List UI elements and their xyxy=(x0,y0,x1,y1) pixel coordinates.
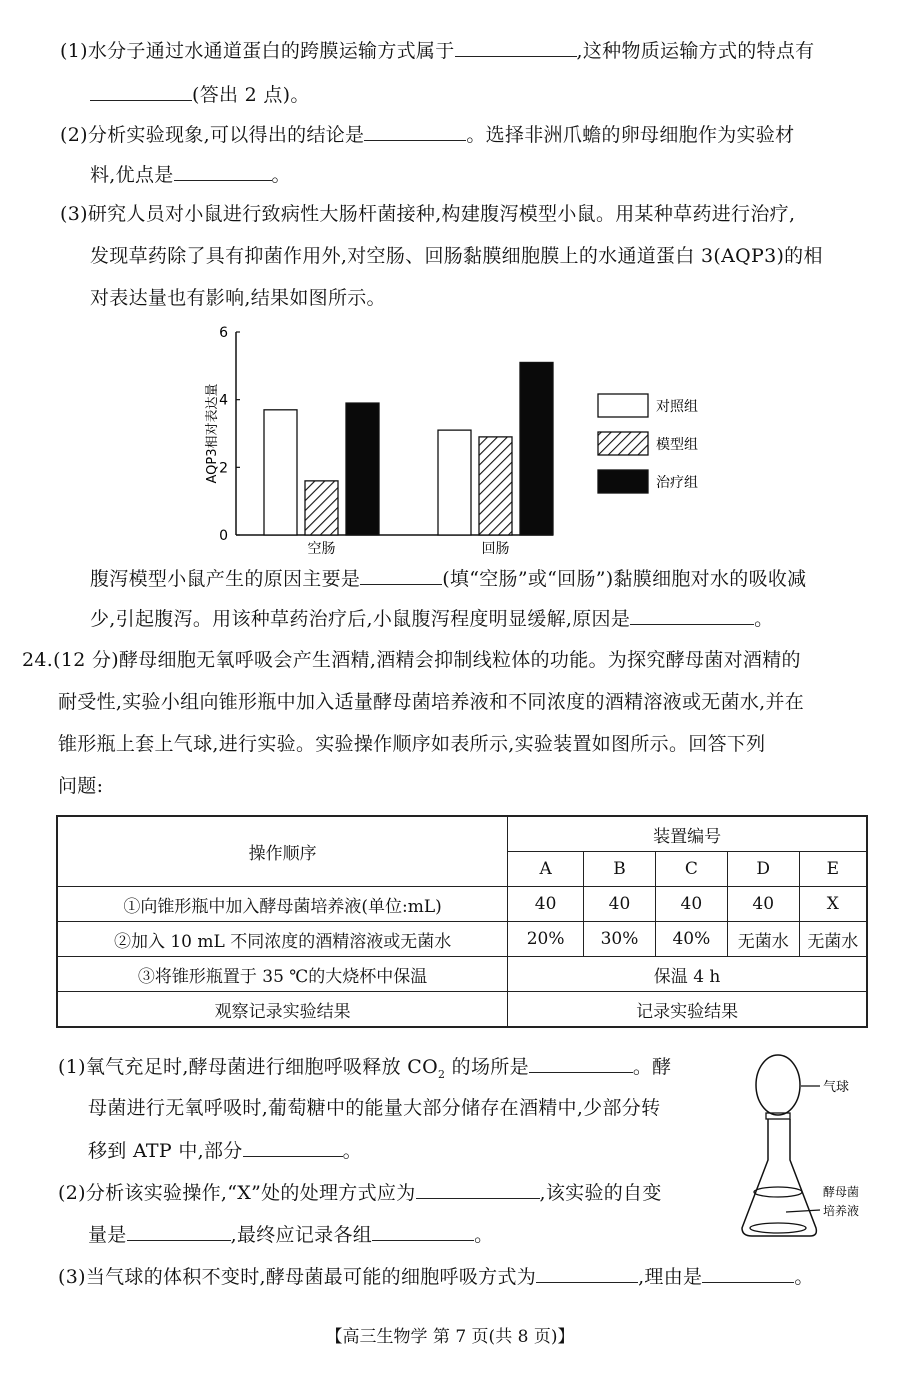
y-tick-label: 2 xyxy=(219,460,228,477)
q23-p3-line3: 对表达量也有影响,结果如图所示。 xyxy=(90,287,386,309)
device-c: C xyxy=(655,852,727,887)
y-tick-label: 4 xyxy=(219,392,228,409)
y-axis-label: AQP3相对表达量 xyxy=(205,383,220,484)
q24-p2-line2: 量是 ,最终应记录各组 。 xyxy=(88,1224,494,1246)
q23-p2-line1: (2)分析实验现象,可以得出的结论是 。选择非洲爪蟾的卵母细胞作为实验材 xyxy=(60,124,795,146)
cell-value: 无菌水 xyxy=(727,922,799,957)
flask-balloon-figure xyxy=(720,1050,895,1240)
q23-p2-line2: 料,优点是 。 xyxy=(90,164,291,186)
bar-治疗组-空肠 xyxy=(346,403,379,535)
balloon-icon xyxy=(756,1055,800,1115)
bar-治疗组-回肠 xyxy=(520,362,553,535)
q24-intro-line3: 锥形瓶上套上气球,进行实验。实验操作顺序如表所示,实验装置如图所示。回答下列 xyxy=(58,733,766,755)
balloon-neck xyxy=(766,1113,790,1119)
legend-label: 治疗组 xyxy=(656,475,698,491)
answer-blank[interactable] xyxy=(360,566,442,585)
legend-swatch xyxy=(598,432,648,455)
answer-blank[interactable] xyxy=(529,1054,633,1073)
cell-value: 无菌水 xyxy=(799,922,867,957)
table-row xyxy=(57,992,867,1028)
cell-value: 40 xyxy=(508,887,584,922)
answer-blank[interactable] xyxy=(243,1138,343,1157)
row-operation: ①向锥形瓶中加入酵母菌培养液(单位:mL) xyxy=(57,887,508,922)
answer-blank[interactable] xyxy=(455,38,577,57)
cell-value: 40 xyxy=(655,887,727,922)
q23-p1-line1: (1)水分子通过水通道蛋白的跨膜运输方式属于 ,这种物质运输方式的特点有 xyxy=(60,40,815,62)
device-a: A xyxy=(508,852,584,887)
answer-blank[interactable] xyxy=(416,1180,540,1199)
y-tick-label: 6 xyxy=(219,325,228,341)
y-tick-label: 0 xyxy=(219,528,228,544)
legend-swatch xyxy=(598,470,648,493)
liquid-surface xyxy=(754,1187,802,1197)
q23-p1-line2: (答出 2 点)。 xyxy=(90,82,310,107)
legend-label: 对照组 xyxy=(656,399,698,415)
q24-p1-line3: 移到 ATP 中,部分 。 xyxy=(88,1140,362,1162)
row-operation: ③将锥形瓶置于 35 ℃的大烧杯中保温 xyxy=(57,957,508,992)
row-operation: ②加入 10 mL 不同浓度的酒精溶液或无菌水 xyxy=(57,922,508,957)
q24-intro-line4: 问题: xyxy=(58,775,104,797)
operation-table xyxy=(56,815,868,1028)
q23-p3-line4: 腹泻模型小鼠产生的原因主要是 (填“空肠”或“回肠”)黏膜细胞对水的吸收减 xyxy=(90,568,807,590)
flask-icon xyxy=(742,1119,816,1236)
q24-intro-line1: 24.(12 分)酵母细胞无氧呼吸会产生酒精,酒精会抑制线粒体的功能。为探究酵母菌对酒精的 xyxy=(22,649,801,671)
aqp3-bar-chart xyxy=(190,318,750,563)
cell-value: X xyxy=(799,887,867,922)
q24-p3-line1: (3)当气球的体积不变时,酵母菌最可能的细胞呼吸方式为 ,理由是 。 xyxy=(58,1266,814,1288)
row-operation: 观察记录实验结果 xyxy=(57,992,508,1028)
bar-对照组-回肠 xyxy=(438,430,471,535)
answer-blank[interactable] xyxy=(174,162,272,181)
cell-merged: 保温 4 h xyxy=(508,957,867,992)
flask-bottom xyxy=(750,1223,806,1233)
answer-blank[interactable] xyxy=(536,1264,638,1283)
cell-value: 20% xyxy=(508,922,584,957)
answer-blank[interactable] xyxy=(702,1264,794,1283)
bar-对照组-空肠 xyxy=(264,410,297,535)
q24-p1-line2: 母菌进行无氧呼吸时,葡萄糖中的能量大部分储存在酒精中,少部分转 xyxy=(88,1097,661,1119)
cell-value: 30% xyxy=(584,922,656,957)
bar-模型组-回肠 xyxy=(479,437,512,535)
answer-blank[interactable] xyxy=(90,82,192,101)
balloon-label: 气球 xyxy=(823,1080,850,1095)
x-tick-label: 空肠 xyxy=(307,541,336,557)
page-footer: 【高三生物学 第 7 页(共 8 页)】 xyxy=(325,1327,575,1347)
answer-blank[interactable] xyxy=(630,606,754,625)
bar-模型组-空肠 xyxy=(305,481,338,535)
cell-value: 40 xyxy=(727,887,799,922)
q24-intro-line2: 耐受性,实验小组向锥形瓶中加入适量酵母菌培养液和不同浓度的酒精溶液或无菌水,并在 xyxy=(58,691,805,713)
cell-value: 40 xyxy=(584,887,656,922)
legend-label: 模型组 xyxy=(656,437,698,453)
q24-p1-line1: (1)氧气充足时,酵母菌进行细胞呼吸释放 $CO_2$ 的场所是 。酵 xyxy=(58,1056,672,1081)
q23-p3-line5: 少,引起腹泻。用该种草药治疗后,小鼠腹泻程度明显缓解,原因是 。 xyxy=(90,608,774,630)
liquid-label-1: 酵母菌 xyxy=(823,1185,860,1199)
answer-blank[interactable] xyxy=(127,1222,231,1241)
cell-merged: 记录实验结果 xyxy=(508,992,867,1028)
q23-p3-line1: (3)研究人员对小鼠进行致病性大肠杆菌接种,构建腹泻模型小鼠。用某种草药进行治疗, xyxy=(60,203,796,225)
answer-blank[interactable] xyxy=(372,1222,474,1241)
cell-value: 40% xyxy=(655,922,727,957)
legend-swatch xyxy=(598,394,648,417)
header-device-number: 装置编号 xyxy=(508,816,867,852)
table-row xyxy=(57,887,867,922)
answer-blank[interactable] xyxy=(364,122,466,141)
table-row xyxy=(57,922,867,957)
q23-p3-line2: 发现草药除了具有抑菌作用外,对空肠、回肠黏膜细胞膜上的水通道蛋白 3(AQP3)的相 xyxy=(90,245,823,267)
table-header-row xyxy=(57,816,867,852)
x-tick-label: 回肠 xyxy=(481,541,510,557)
device-b: B xyxy=(584,852,656,887)
table-row xyxy=(57,957,867,992)
q24-p2-line1: (2)分析该实验操作,“X”处的处理方式应为 ,该实验的自变 xyxy=(58,1182,662,1204)
device-d: D xyxy=(727,852,799,887)
device-e: E xyxy=(799,852,867,887)
header-operation-order: 操作顺序 xyxy=(57,816,508,887)
liquid-label-2: 培养液 xyxy=(823,1204,860,1218)
